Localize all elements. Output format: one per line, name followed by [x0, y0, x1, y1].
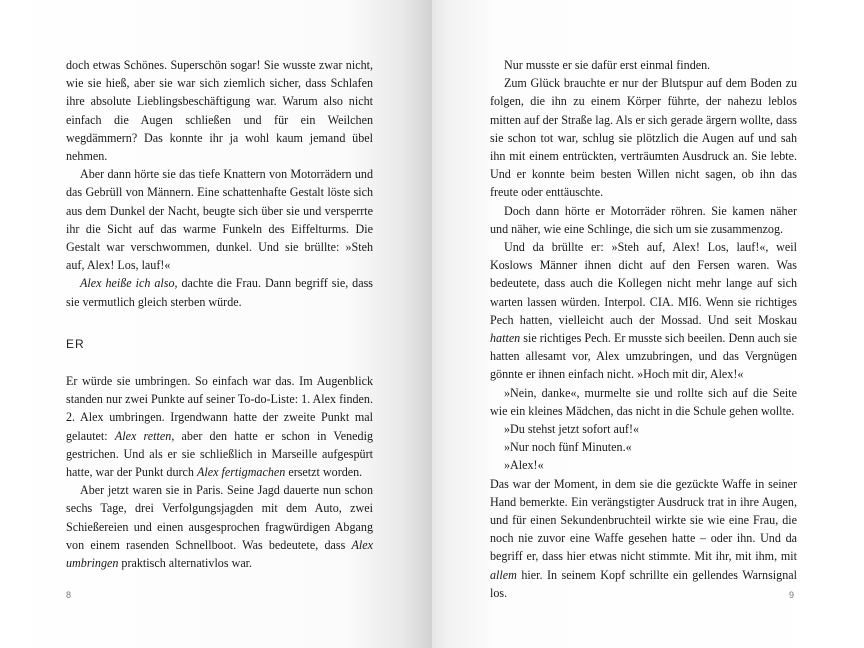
paragraph-text: ersetzt worden. — [285, 465, 363, 480]
paragraph — [490, 475, 797, 602]
page-number: 9 — [789, 590, 795, 600]
italic-text: allem — [490, 567, 517, 582]
paragraph-text: Er würde sie umbringen. So einfach war das. Im Augenblick standen nur zwei Punkte auf seiner To-do-Liste: 1. Alex finden. 2. Alex umbringen. Irgendwann hatte der zweite Punkt mal gelautet: — [66, 374, 373, 443]
paragraph: Doch dann hörte er Motorräder röhren. Sie kamen näher und näher, wie eine Schlinge, die sich um sie zusammenzog. — [490, 203, 797, 236]
paragraph: »Du stehst jetzt sofort auf!« — [504, 422, 640, 437]
paragraph: »Alex!« — [504, 458, 544, 473]
paragraph — [66, 372, 373, 481]
right-text — [490, 56, 797, 602]
paragraph-text: Das war der Moment, in dem sie die gezückte Waffe in seiner Hand bemerkte. Ein verängstigter Ausdruck trat in ihre Augen, und für einen Sekundenbruchteil wirkte sie wie eine Frau, die noch nie zuvor eine Waffe gesehen hatte – oder ihn. Und da begriff er, dass hier etwas nicht stimmte. Mit ihr, mit ihm, mit — [490, 476, 797, 564]
left-lower-text — [66, 372, 373, 572]
italic-text: Alex fertigmachen — [196, 465, 286, 480]
paragraph-text: dachte die Frau. Dann begriff sie, dass sie vermutlich gleich sterben würde. — [66, 276, 374, 309]
paragraph — [66, 274, 373, 310]
paragraph-text: praktisch alternativlos war. — [118, 556, 253, 571]
italic-text: Alex heiße ich also, — [80, 276, 178, 291]
paragraph-text: Aber jetzt waren sie in Paris. Seine Jagd dauerte nun schon sechs Tage, drei Verfolgungsjagden mit dem Auto, zwei Schießereien und einen ausgesprochen fragwürdigen Abgang von einem rasenden Schnellboot. Was bedeutete, dass — [66, 483, 373, 552]
paragraph: Zum Glück brauchte er nur der Blutspur auf dem Boden zu folgen, die ihn zu einem Körper führte, der nahezu leblos mitten auf der Straße lag. Als er sich gerade ärgern wollte, dass sie schon tot war, schlug sie plötzlich die Augen auf und sah ihn mit einem entrückten, verträumten Ausdruck an. Sie lebte. Und er konnte beim besten Willen nicht sagen, ob ihn das freute oder enttäuschte. — [490, 76, 797, 200]
page-number: 8 — [66, 590, 72, 600]
paragraph — [490, 238, 797, 384]
paragraph — [66, 481, 373, 572]
italic-text: hatten — [490, 331, 521, 346]
paragraph: doch etwas Schönes. Superschön sogar! Sie wusste zwar nicht, wie sie hieß, aber sie war sich ziemlich sicher, dass Schlafen ihre absolute Lieblingsbeschäftigung war. Warum also nicht einfach die Augen schließen und für ein Weilchen wegdämmern? Das konnte ihr ja wohl kaum jemand übel nehmen. — [66, 58, 373, 164]
section-heading: ER — [66, 337, 85, 351]
paragraph-text: , aber den hatte er schon in Venedig gestrichen. Und als er sie schließlich in Marseille aufgespürt hatte, war der Punkt durch — [66, 428, 373, 480]
paragraph: Aber dann hörte sie das tiefe Knattern von Motorrädern und das Gebrüll von Männern. Eine schattenhafte Gestalt löste sich aus dem Dunkel der Nacht, beugte sich über sie und versperrte ihr die Sicht auf das warme Funkeln des Eiffelturms. Die Gestalt war verschwommen, dunkel. Und sie brüllte: »Steh auf, Alex! Los, lauf!« — [66, 167, 373, 273]
paragraph-text: Und da brüllte er: »Steh auf, Alex! Los, lauf!«, weil Koslows Männer ihnen dicht auf den Fersen waren. Was bedeutete, dass auch die Kollegen nicht mehr lange auf sich warten lassen würden. Interpol. CIA. MI6. Wenn sie richtiges Pech hatten, vielleicht auch der Mossad. Und seit Moskau — [490, 240, 797, 327]
paragraph-text: hier. In seinem Kopf schrillte ein gellendes Warnsignal los. — [490, 567, 797, 600]
paragraph: Nur musste er sie dafür erst einmal finden. — [504, 58, 711, 72]
paragraph: »Nur noch fünf Minuten.« — [504, 440, 632, 455]
paragraph-text: sie richtiges Pech. Er musste sich beeilen. Denn auch sie hatten allesamt vor, Alex umzubringen, und das Vergnügen gönnte er ihnen einfach nicht. »Hoch mit dir, Alex!« — [490, 331, 797, 382]
left-upper-text — [66, 56, 373, 311]
italic-text: Alex umbringen — [66, 537, 373, 571]
italic-text: Alex retten — [114, 428, 172, 443]
paragraph: »Nein, danke«, murmelte sie und rollte sich auf die Seite wie ein kleines Mädchen, das nicht in die Schule gehen wollte. — [490, 385, 797, 418]
